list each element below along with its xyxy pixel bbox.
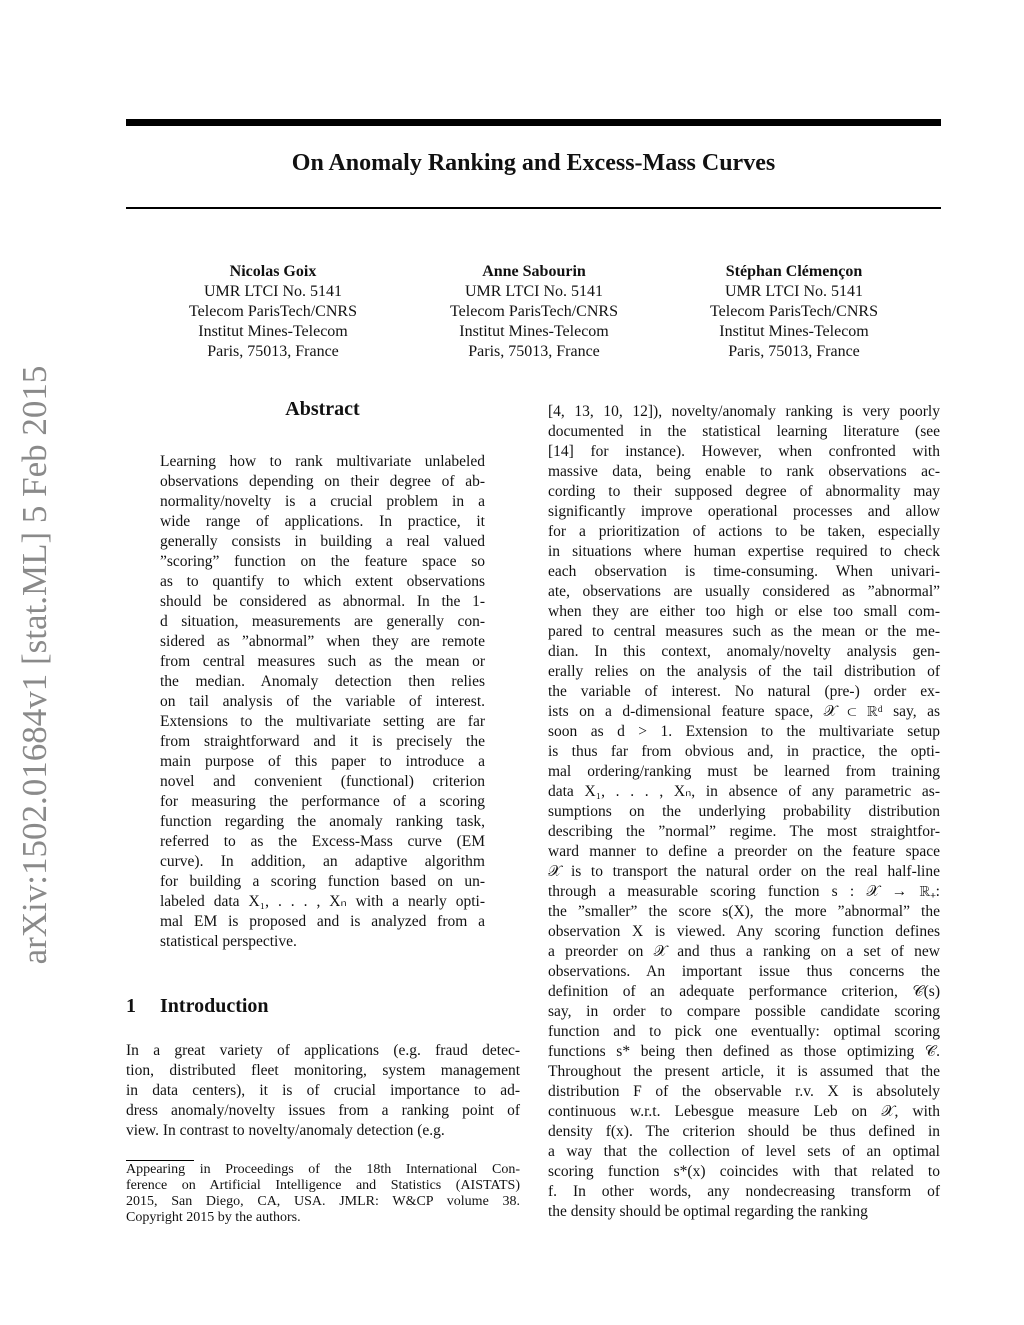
footnote-line: 2015, San Diego, CA, USA. JMLR: W&CP volume 38. xyxy=(126,1194,520,1209)
abstract-line: normality/novelty is a crucial problem in a xyxy=(160,493,485,510)
body-line: cording to their supposed degree of abnormality may xyxy=(548,483,940,500)
arxiv-identifier xyxy=(5,355,65,975)
abstract-line: for measuring the performance of a scoring xyxy=(160,793,485,810)
intro-line: view. In contrast to novelty/anomaly detection (e.g. xyxy=(126,1122,445,1139)
abstract-line: should be considered as abnormal. In the 1- xyxy=(160,593,485,610)
abstract-line: for building a scoring function based on un- xyxy=(160,873,485,890)
abstract-line: as to quantify to which extent observations xyxy=(160,573,485,590)
body-line: for a prioritization of actions to be taken, especially xyxy=(548,523,940,540)
abstract-heading: Abstract xyxy=(285,398,360,420)
paper-title: On Anomaly Ranking and Excess-Mass Curves xyxy=(291,150,776,176)
intro-heading xyxy=(126,995,520,1018)
body-line: documented in the statistical learning literature (see xyxy=(548,423,940,440)
author-city: Paris, 75013, France xyxy=(207,343,339,360)
body-line: a preorder on 𝒳 and thus a ranking on a set of new xyxy=(548,943,940,960)
body-line: in situations where human expertise required to check xyxy=(548,543,940,560)
abstract-line: Learning how to rank multivariate unlabeled xyxy=(160,453,485,470)
intro-line: in data centers), it is of crucial importance to ad- xyxy=(126,1082,520,1099)
author-name: Anne Sabourin xyxy=(482,263,586,280)
body-line: definition of an adequate performance criterion, 𝒞(s) xyxy=(548,983,940,1000)
intro-line: In a great variety of applications (e.g. fraud detec- xyxy=(126,1042,520,1059)
footnote-rule xyxy=(126,1160,194,1161)
abstract-line: novel and convenient (functional) criterion xyxy=(160,773,485,790)
intro-line: tion, distributed fleet monitoring, system management xyxy=(126,1062,520,1079)
author-institution: Institut Mines-Telecom xyxy=(459,323,609,340)
abstract-line: wide range of applications. In practice, it xyxy=(160,513,485,530)
abstract-line: referred to as the Excess-Mass curve (EM xyxy=(160,833,485,850)
footnote-line: ference on Artificial Intelligence and Statistics (AISTATS) xyxy=(126,1178,520,1193)
body-line: functions s* being then defined as those optimizing 𝒞. xyxy=(548,1043,940,1060)
author-org: Telecom ParisTech/CNRS xyxy=(710,303,878,320)
footnote-line: Appearing in Proceedings of the 18th International Con- xyxy=(126,1162,520,1177)
body-line: soon as d > 1. Extension to the multivariate setup xyxy=(548,723,940,740)
title-top-rule xyxy=(126,119,941,126)
author-block-3 xyxy=(659,262,929,362)
body-line: pared to central measures such as the mean or the me- xyxy=(548,623,940,640)
body-line: continuous w.r.t. Lebesgue measure Leb on 𝒳, with xyxy=(548,1103,940,1120)
body-line: the density should be optimal regarding the ranking xyxy=(548,1203,868,1220)
arxiv-identifier-text: arXiv:1502.01684v1 [stat.ML] 5 Feb 2015 xyxy=(15,365,54,965)
abstract-line: ”scoring” function on the feature space so xyxy=(160,553,485,570)
abstract-line: main purpose of this paper to introduce a xyxy=(160,753,485,770)
intro-heading-text: Introduction xyxy=(160,995,269,1017)
author-institution: Institut Mines-Telecom xyxy=(719,323,869,340)
body-line: massive data, being enable to rank observations ac- xyxy=(548,463,940,480)
abstract-line: labeled data X₁, . . . , Xₙ with a nearly opti- xyxy=(160,893,485,910)
body-line: [4, 13, 10, 12]), novelty/anomaly ranking is very poorly xyxy=(548,403,940,420)
body-line: describing the ”normal” regime. The most straightfor- xyxy=(548,823,940,840)
abstract-line: Extensions to the multivariate setting are far xyxy=(160,713,485,730)
abstract-line: d situation, measurements are generally con- xyxy=(160,613,485,630)
abstract-line: on tail analysis of the variable of interest. xyxy=(160,693,485,710)
body-line: sumptions on the underlying probability distribution xyxy=(548,803,940,820)
abstract-line: observations depending on their degree of ab- xyxy=(160,473,485,490)
author-city: Paris, 75013, France xyxy=(468,343,600,360)
body-line: mal ordering/ranking must be learned from training xyxy=(548,763,940,780)
body-line: observations. An important issue thus concerns the xyxy=(548,963,940,980)
body-line: is thus far from obvious and, in practice, the opti- xyxy=(548,743,940,760)
body-line: significantly improve operational processes and allow xyxy=(548,503,940,520)
body-line: scoring function s*(x) coincides with that related to xyxy=(548,1163,940,1180)
author-org: Telecom ParisTech/CNRS xyxy=(450,303,618,320)
author-lab: UMR LTCI No. 5141 xyxy=(724,283,864,300)
author-name: Stéphan Clémençon xyxy=(725,263,863,280)
body-line: dian. In this context, anomaly/novelty analysis gen- xyxy=(548,643,940,660)
right-column-body xyxy=(548,402,940,1222)
abstract-line: mal EM is proposed and is analyzed from a xyxy=(160,913,485,930)
author-city: Paris, 75013, France xyxy=(728,343,860,360)
body-line: say, in order to compare possible candidate scoring xyxy=(548,1003,940,1020)
body-line: f. In other words, any nondecreasing transform of xyxy=(548,1183,940,1200)
abstract-body xyxy=(160,452,485,952)
body-line: ists on a d-dimensional feature space, 𝒳 ⊂ ℝᵈ say, as xyxy=(548,703,940,720)
body-line: erally relies on the analysis of the tail distribution of xyxy=(548,663,940,680)
body-line: ward manner to define a preorder on the feature space xyxy=(548,843,940,860)
body-line: function and to pick one eventually: optimal scoring xyxy=(548,1023,940,1040)
intro-line: dress anomaly/novelty issues from a ranking point of xyxy=(126,1102,520,1119)
body-line: observation X is viewed. Any scoring function defines xyxy=(548,923,940,940)
body-line: through a measurable scoring function s : 𝒳 → ℝ₊: xyxy=(548,883,940,900)
abstract-line: from straightforward and it is precisely the xyxy=(160,733,485,750)
abstract-line: generally consists in building a real valued xyxy=(160,533,485,550)
body-line: data X₁, . . . , Xₙ, in absence of any parametric as- xyxy=(548,783,940,800)
abstract-line: the median. Anomaly detection then relies xyxy=(160,673,485,690)
abstract-line: sidered as ”abnormal” when they are remote xyxy=(160,633,485,650)
footnote-line: Copyright 2015 by the authors. xyxy=(126,1210,301,1225)
body-line: ate, observations are usually considered as ”abnormal” xyxy=(548,583,940,600)
body-line: the variable of interest. No natural (pre-) order ex- xyxy=(548,683,940,700)
body-line: each observation is time-consuming. When univari- xyxy=(548,563,940,580)
author-name: Nicolas Goix xyxy=(229,263,317,280)
author-block-2 xyxy=(399,262,669,362)
title-bottom-rule xyxy=(126,207,941,209)
body-line: distribution F of the observable r.v. X is absolutely xyxy=(548,1083,940,1100)
abstract-line: from central measures such as the mean or xyxy=(160,653,485,670)
abstract-line: function regarding the anomaly ranking task, xyxy=(160,813,485,830)
author-lab: UMR LTCI No. 5141 xyxy=(203,283,343,300)
body-line: density f(x). The criterion should be thus defined in xyxy=(548,1123,940,1140)
author-block-1 xyxy=(138,262,408,362)
author-org: Telecom ParisTech/CNRS xyxy=(189,303,357,320)
author-institution: Institut Mines-Telecom xyxy=(198,323,348,340)
footnote xyxy=(126,1162,520,1226)
body-line: [14] for instance). However, when confronted with xyxy=(548,443,940,460)
body-line: when they are either too high or else too small com- xyxy=(548,603,940,620)
body-line: Throughout the present article, it is assumed that the xyxy=(548,1063,940,1080)
body-line: a way that the collection of level sets of an optimal xyxy=(548,1143,940,1160)
body-line: 𝒳 is to transport the natural order on the real half-line xyxy=(548,863,940,880)
body-line: the ”smaller” the score s(X), the more ”abnormal” the xyxy=(548,903,940,920)
intro-body xyxy=(126,1041,520,1141)
abstract-line: statistical perspective. xyxy=(160,933,297,950)
author-lab: UMR LTCI No. 5141 xyxy=(464,283,604,300)
abstract-line: curve). In addition, an adaptive algorithm xyxy=(160,853,485,870)
intro-heading-number: 1 xyxy=(126,995,136,1017)
